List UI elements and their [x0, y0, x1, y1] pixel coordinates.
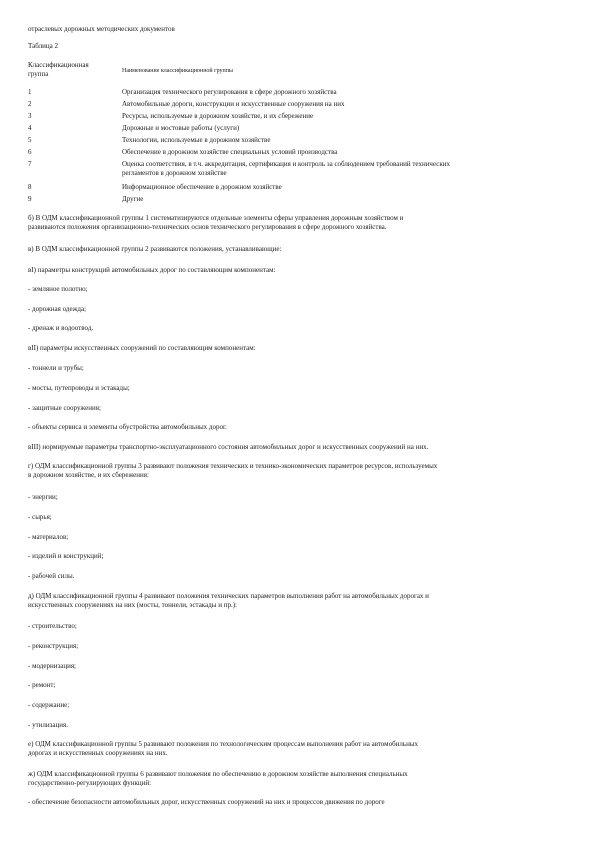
paragraph [28, 592, 568, 610]
paragraph-line: государственно-регулирующих функций: [28, 779, 152, 787]
table-cell-name-line: Другие [122, 195, 144, 203]
table-header-name: Наименование классификационной группы [122, 68, 233, 74]
paragraph-line: - модернизация; [28, 662, 76, 670]
table-cell-name [122, 124, 239, 133]
paragraph [28, 513, 568, 522]
paragraph [28, 462, 568, 480]
paragraph-line: ж) ОДМ классификационной группы 6 развивают положения по обеспечению в дорожном хозяйстве выполнения специальных [28, 770, 408, 778]
paragraph [28, 305, 568, 314]
table-cell-name-line: Ресурсы, используемые в дорожном хозяйстве, и их сбережение [122, 112, 314, 120]
table-cell-code: 5 [28, 136, 32, 144]
paragraph-line: - объекты сервиса и элементы обустройства автомобильных дорог. [28, 423, 227, 431]
paragraph [28, 552, 568, 561]
table-cell-code: 2 [28, 100, 32, 108]
table-cell-code: 9 [28, 195, 32, 203]
paragraph [28, 721, 568, 730]
table-cell-code: 1 [28, 88, 32, 96]
paragraph [28, 622, 568, 631]
paragraph-line: дорогах и искусственных сооружениях на них. [28, 749, 168, 757]
table-cell-name [122, 195, 143, 204]
paragraph-line: - энергии; [28, 493, 58, 501]
paragraph [28, 740, 568, 758]
paragraph-line: - дорожная одежда; [28, 305, 87, 313]
intro-line: отраслевых дорожных методических документов [28, 25, 175, 33]
paragraph [28, 266, 568, 275]
paragraph-line: искусственных сооружениях на них (мосты, тоннели, эстакады и пр.): [28, 601, 237, 609]
paragraph [28, 533, 568, 542]
table-cell-name-line: Автомобильные дороги, конструкции и искусственные сооружения на них [122, 100, 345, 108]
paragraph-line: - изделий и конструкций; [28, 552, 104, 560]
paragraph-line: д) ОДМ классификационной группы 4 развивают положения технических параметров выполнения работ на автомобильных дорогах и [28, 592, 429, 600]
paragraph-line: - мосты, путепроводы и эстакады; [28, 384, 130, 392]
paragraph-line: - тоннели и трубы; [28, 364, 84, 372]
paragraph [28, 214, 568, 232]
table-cell-code: 6 [28, 148, 32, 156]
table-cell-name [122, 100, 344, 109]
paragraph [28, 364, 568, 373]
paragraph-line: вIII) нормируемые параметры транспортно-эксплуатационного состояния автомобильных дорог и искусственных сооружений на них. [28, 443, 429, 451]
paragraph [28, 443, 568, 452]
paragraph-line: - утилизация. [28, 721, 68, 729]
paragraph [28, 493, 568, 502]
table-cell-code: 7 [28, 160, 32, 168]
paragraph [28, 423, 568, 432]
table-cell-code: 4 [28, 124, 32, 132]
paragraph-line: в дорожном хозяйстве, и их сбережения: [28, 471, 149, 479]
table-cell-name-line: регламентов в дорожном хозяйстве [122, 169, 227, 177]
paragraph [28, 384, 568, 393]
paragraph [28, 245, 568, 254]
paragraph-line: - ремонт; [28, 681, 56, 689]
paragraph [28, 642, 568, 651]
paragraph-line: - сырья; [28, 513, 52, 521]
paragraph-line: - реконструкция; [28, 642, 79, 650]
paragraph-line: - земляное полотно; [28, 285, 88, 293]
table-cell-code: 8 [28, 183, 32, 191]
paragraph [28, 285, 568, 294]
paragraph-line: - дренаж и водоотвод. [28, 324, 94, 332]
table-cell-name [122, 148, 337, 157]
table-cell-name [122, 136, 270, 145]
table-cell-name-line: Оценка соответствия, в т.ч. аккредитация, сертификация и контроль за соблюдением требований технических [122, 160, 450, 168]
table-cell-name [122, 88, 337, 97]
table-cell-name [122, 160, 450, 178]
paragraph [28, 404, 568, 413]
paragraph-line: е) ОДМ классификационной группы 5 развивают положения по технологическим процессам выполнения работ на автомобильных [28, 740, 419, 748]
paragraph-line: - защитные сооружения; [28, 404, 101, 412]
paragraph [28, 770, 568, 788]
paragraph-line: - рабочей силы. [28, 572, 75, 580]
paragraph-line: г) ОДМ классификационной группы 3 развивают положения технических и технико-экономических параметров ресурсов, используемых [28, 462, 438, 470]
table-cell-code: 3 [28, 112, 32, 120]
paragraph-line: - материалов; [28, 533, 69, 541]
table-cell-name-line: Дорожные и мостовые работы (услуги) [122, 124, 240, 132]
paragraph-line: - обеспечение безопасности автомобильных дорог, искусственных сооружений на них и процессов движения по дороге [28, 798, 385, 806]
paragraph [28, 681, 568, 690]
paragraph [28, 701, 568, 710]
paragraph [28, 344, 568, 353]
table-header-code-line2: группа [28, 70, 49, 78]
paragraph [28, 662, 568, 671]
paragraph [28, 572, 568, 581]
paragraph-line: - строительство; [28, 622, 77, 630]
table-cell-name [122, 183, 282, 192]
table-cell-name-line: Организация технического регулирования в сфере дорожного хозяйства [122, 88, 337, 96]
paragraph [28, 324, 568, 333]
paragraph-line: развиваются положения организационно-технических основ технического регулирования в сфере дорожного хозяйства. [28, 223, 387, 231]
paragraph-line: - содержание; [28, 701, 70, 709]
table-title: Таблица 2 [28, 42, 58, 50]
paragraph-line: б) В ОДМ классификационной группы 1 систематизируются отдельные элементы сферы управления дорожным хозяйством и [28, 214, 404, 222]
table-cell-name [122, 112, 313, 121]
table-cell-name-line: Технологии, используемые в дорожном хозяйстве [122, 136, 271, 144]
paragraph-line: в) В ОДМ классификационной группы 2 развиваются положения, устанавливающие: [28, 245, 282, 253]
paragraph [28, 798, 568, 807]
paragraph-line: вI) параметры конструкций автомобильных дорог по составляющим компонентам: [28, 266, 276, 274]
table-header-code [28, 61, 89, 79]
paragraph-line: вII) параметры искусственных сооружений по составляющим компонентам: [28, 344, 256, 352]
table-cell-name-line: Информационное обеспечение в дорожном хозяйстве [122, 183, 282, 191]
table-header-code-line1: Классификационная [28, 61, 89, 69]
table-cell-name-line: Обеспечение в дорожном хозяйстве специальных условий производства [122, 148, 338, 156]
